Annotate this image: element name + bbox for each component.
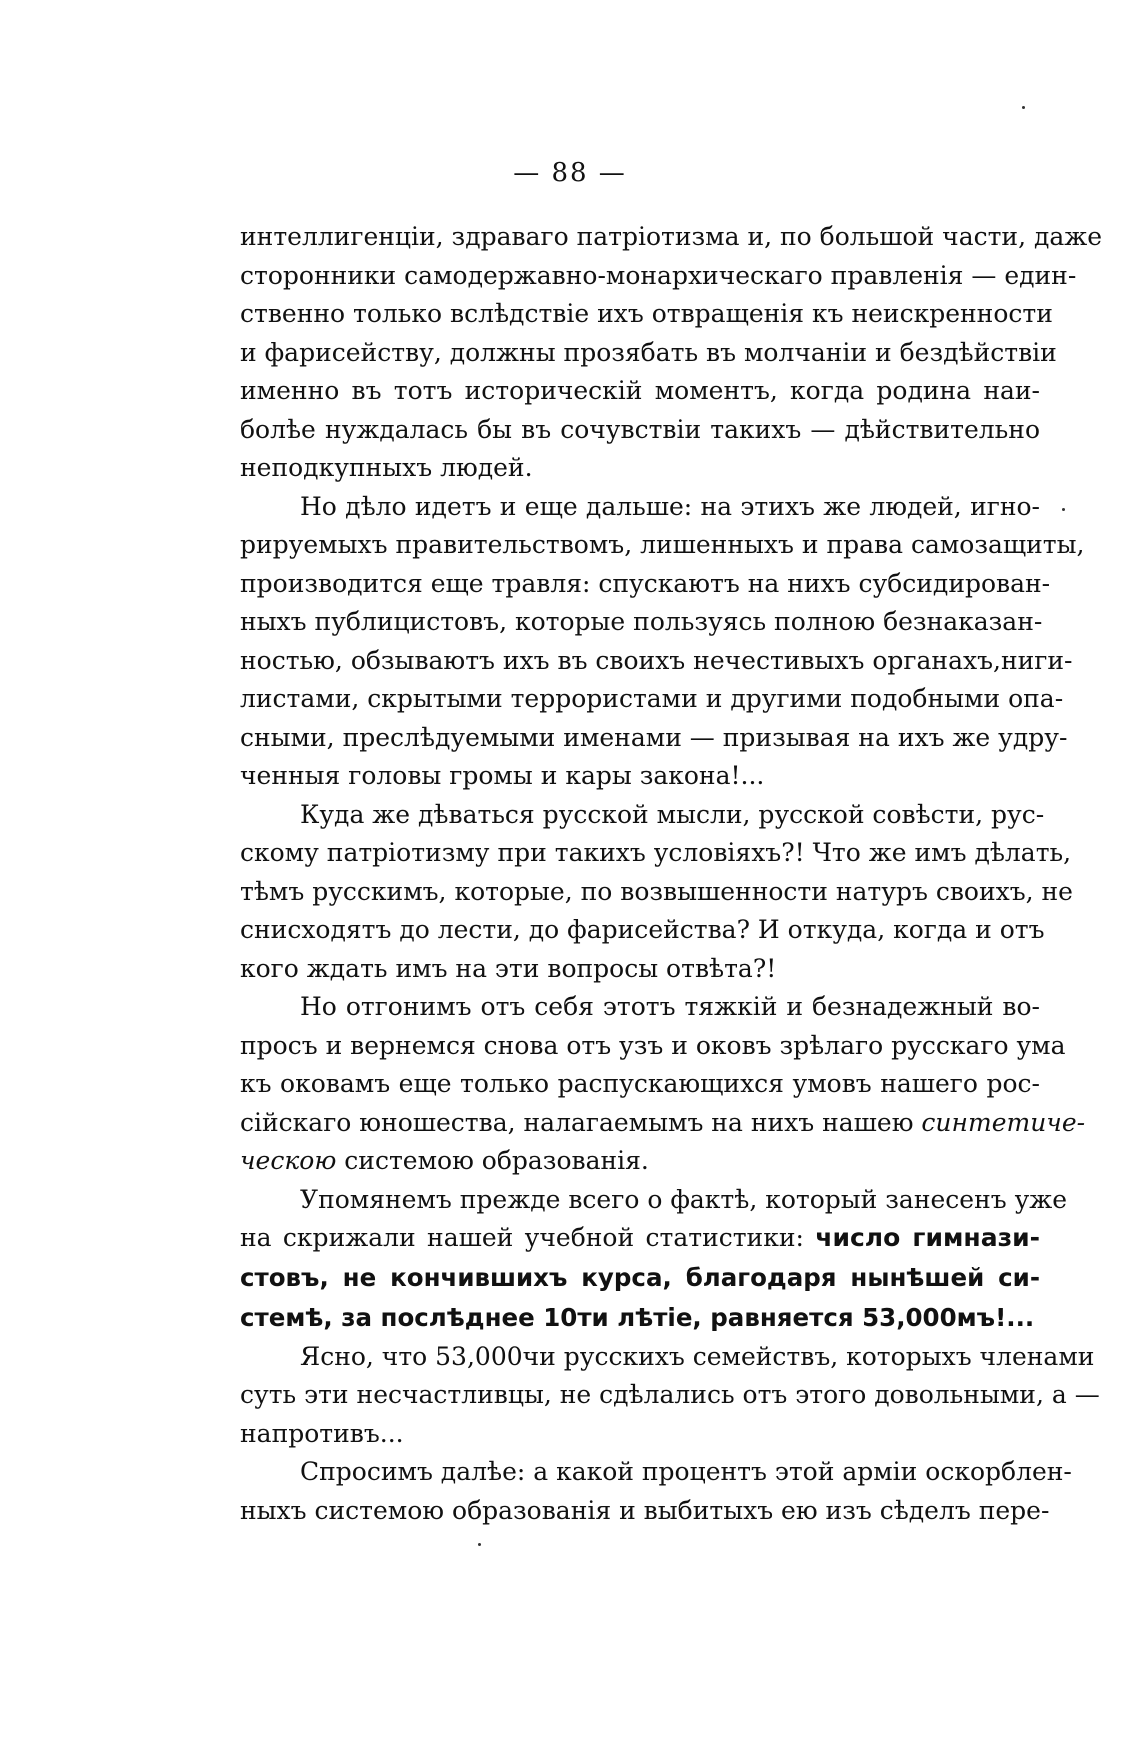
text-line: кого ждать имъ на эти вопросы отвѣта?! <box>240 953 777 983</box>
text-line: тѣмъ русскимъ, которые, по возвышенности натуръ своихъ, не <box>240 876 1073 906</box>
italic-term: ческою <box>240 1146 337 1175</box>
print-speck <box>1022 106 1025 109</box>
text-line: скому патріотизму при такихъ условіяхъ?! Что же имъ дѣлать, <box>240 838 1072 867</box>
print-speck <box>478 1543 481 1546</box>
text-line: листами, скрытыми террористами и другими подобными опа- <box>240 684 1064 713</box>
text-line: Спросимъ далѣе: а какой процентъ этой арміи оскорблен- <box>300 1457 1072 1486</box>
text-segment: на скрижали нашей учебной статистики: <box>240 1223 804 1252</box>
text-line: Ясно, что 53,000чи русскихъ семействъ, которыхъ членами <box>300 1341 1095 1371</box>
text-line: Куда же дѣваться русской мысли, русской совѣсти, рус- <box>300 799 1045 829</box>
text-segment: сійскаго юношества, налагаемымъ на нихъ нашею <box>240 1107 914 1137</box>
text-line: производится еще травля: спускаютъ на нихъ субсидирован- <box>240 568 1051 598</box>
text-line: просъ и вернемся снова отъ узъ и оковъ зрѣлаго русскаго ума <box>240 1030 1066 1060</box>
text-line: снисходятъ до лести, до фарисейства? И откуда, когда и отъ <box>240 915 1045 944</box>
text-line: напротивъ... <box>240 1418 404 1448</box>
bold-statistic-line: стемѣ, за послѣднее 10ти лѣтіе, равняется 53,000мъ!... <box>240 1302 1035 1332</box>
text-line: къ оковамъ еще только распускающихся умовъ нашего рос- <box>240 1069 1040 1098</box>
text-line: именно въ тотъ историческій моментъ, когда родина наи- <box>240 376 1040 405</box>
text-line: интеллигенціи, здраваго патріотизма и, по большой части, даже <box>240 222 1103 251</box>
page-number: — 88 — <box>513 158 627 188</box>
text-line: ственно только вслѣдствіе ихъ отвращенія къ неискренности <box>240 299 1053 328</box>
print-speck <box>1062 508 1065 511</box>
bold-statistic: число гимнази- <box>815 1223 1040 1252</box>
text-line: ностью, обзываютъ ихъ въ своихъ нечестивыхъ органахъ,ниги- <box>240 645 1073 675</box>
text-line: Но дѣло идетъ и еще дальше: на этихъ же людей, игно- <box>300 491 1040 521</box>
text-line: сными, преслѣдуемыми именами — призывая на ихъ же удру- <box>240 722 1068 752</box>
text-line: ныхъ публицистовъ, которые пользуясь полною безнаказан- <box>240 607 1043 636</box>
italic-term: синтетиче- <box>921 1107 1086 1137</box>
text-segment: системою образованія. <box>344 1146 649 1175</box>
text-line: и фарисейству, должны прозябать въ молчаніи и бездѣйствіи <box>240 337 1057 367</box>
text-line: неподкупныхъ людей. <box>240 453 533 482</box>
bold-statistic-line: стовъ, не кончившихъ курса, благодаря нынѣшей си- <box>240 1262 1040 1292</box>
text-line: сторонники самодержавно-монархическаго правленія — един- <box>240 260 1077 290</box>
text-line: суть эти несчастливцы, не сдѣлались отъ этого довольными, а — <box>240 1380 1100 1409</box>
text-line <box>240 1219 1040 1258</box>
text-line: болѣе нуждалась бы въ сочувствіи такихъ — дѣйствительно <box>240 414 1040 444</box>
text-line <box>240 1104 1086 1143</box>
text-line <box>240 1142 1040 1181</box>
text-line: Но отгонимъ отъ себя этотъ тяжкій и безнадежный во- <box>300 992 1040 1021</box>
body-text <box>240 218 1103 1530</box>
text-line: ныхъ системою образованія и выбитыхъ ею изъ сѣделъ пере- <box>240 1495 1050 1525</box>
text-line: Упомянемъ прежде всего о фактѣ, который занесенъ уже <box>300 1184 1068 1214</box>
text-line: ченныя головы громы и кары закона!... <box>240 761 765 790</box>
text-line: рируемыхъ правительствомъ, лишенныхъ и права самозащиты, <box>240 530 1085 559</box>
